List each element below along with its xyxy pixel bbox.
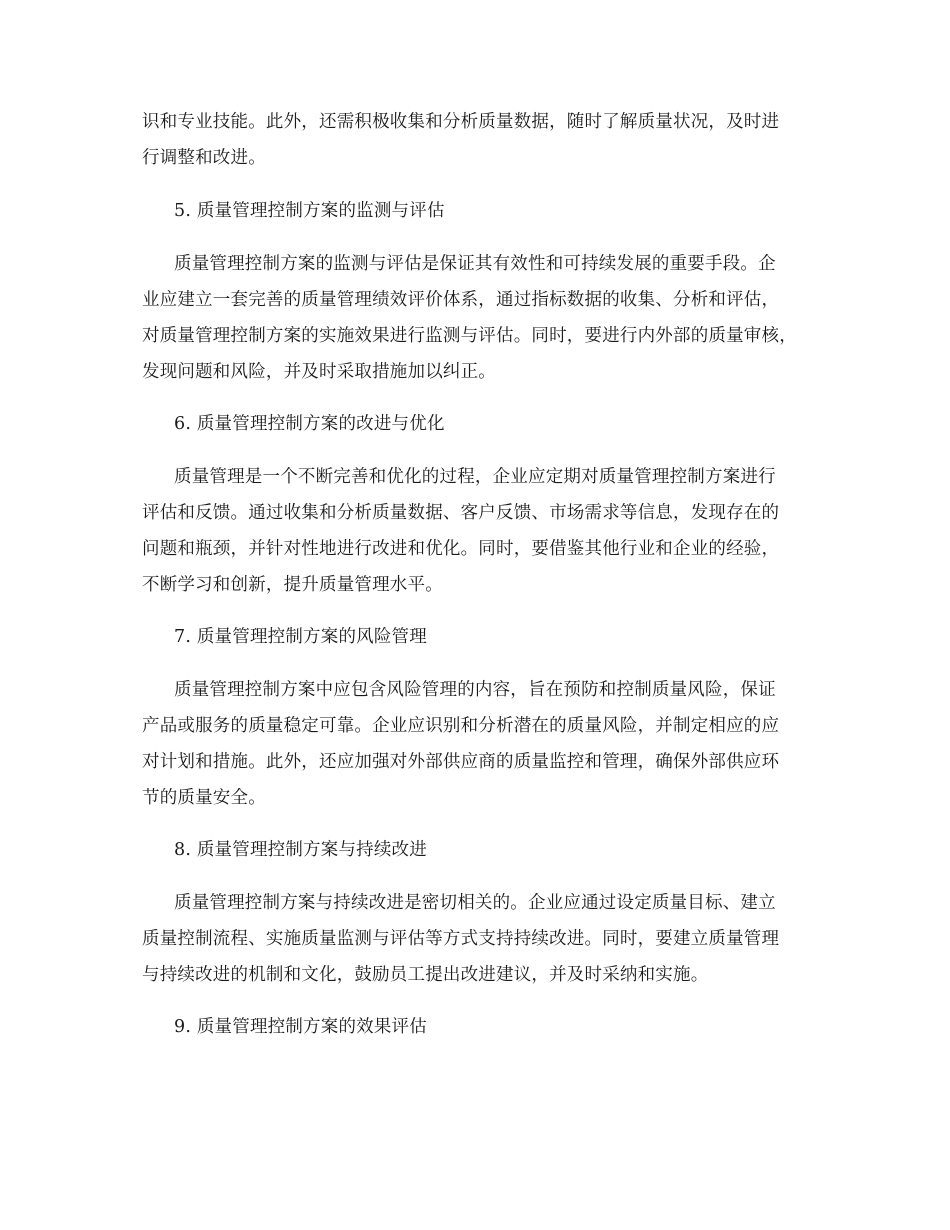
paragraph-line: 评估和反馈。通过收集和分析质量数据、客户反馈、市场需求等信息，发现存在的 (142, 503, 780, 523)
paragraph-line: 质量管理控制方案中应包含风险管理的内容，旨在预防和控制质量风险，保证 (174, 680, 776, 700)
paragraph-line: 节的质量安全。 (142, 788, 266, 808)
paragraph-line: 质量管理控制方案与持续改进是密切相关的。企业应通过设定质量目标、建立 (174, 893, 776, 913)
paragraph-line: 质量控制流程、实施质量监测与评估等方式支持持续改进。同时，要建立质量管理 (142, 929, 780, 949)
section-heading-7: 7. 质量管理控制方案的风险管理 (174, 627, 427, 647)
paragraph-line: 发现问题和风险，并及时采取措施加以纠正。 (142, 362, 496, 382)
paragraph-line: 质量管理是一个不断完善和优化的过程，企业应定期对质量管理控制方案进行 (174, 467, 776, 487)
paragraph-line: 产品或服务的质量稳定可靠。企业应识别和分析潜在的质量风险，并制定相应的应 (142, 716, 780, 736)
paragraph-line: 问题和瓶颈，并针对性地进行改进和优化。同时，要借鉴其他行业和企业的经验， (142, 539, 780, 559)
paragraph-line: 质量管理控制方案的监测与评估是保证其有效性和可持续发展的重要手段。企 (174, 254, 776, 274)
section-heading-8: 8. 质量管理控制方案与持续改进 (174, 840, 427, 860)
paragraph-line: 与持续改进的机制和文化，鼓励员工提出改进建议，并及时采纳和实施。 (142, 965, 709, 985)
paragraph-line: 行调整和改进。 (142, 148, 266, 168)
section-heading-5: 5. 质量管理控制方案的监测与评估 (174, 201, 445, 221)
paragraph-line: 对计划和措施。此外，还应加强对外部供应商的质量监控和管理，确保外部供应环 (142, 752, 780, 772)
section-heading-6: 6. 质量管理控制方案的改进与优化 (174, 414, 445, 434)
paragraph-line: 识和专业技能。此外，还需积极收集和分析质量数据，随时了解质量状况，及时进 (142, 112, 780, 132)
paragraph-line: 业应建立一套完善的质量管理绩效评价体系，通过指标数据的收集、分析和评估， (142, 290, 780, 310)
section-heading-9: 9. 质量管理控制方案的效果评估 (174, 1017, 427, 1037)
paragraph-line: 对质量管理控制方案的实施效果进行监测与评估。同时，要进行内外部的质量审核， (142, 326, 797, 346)
paragraph-line: 不断学习和创新，提升质量管理水平。 (142, 575, 443, 595)
